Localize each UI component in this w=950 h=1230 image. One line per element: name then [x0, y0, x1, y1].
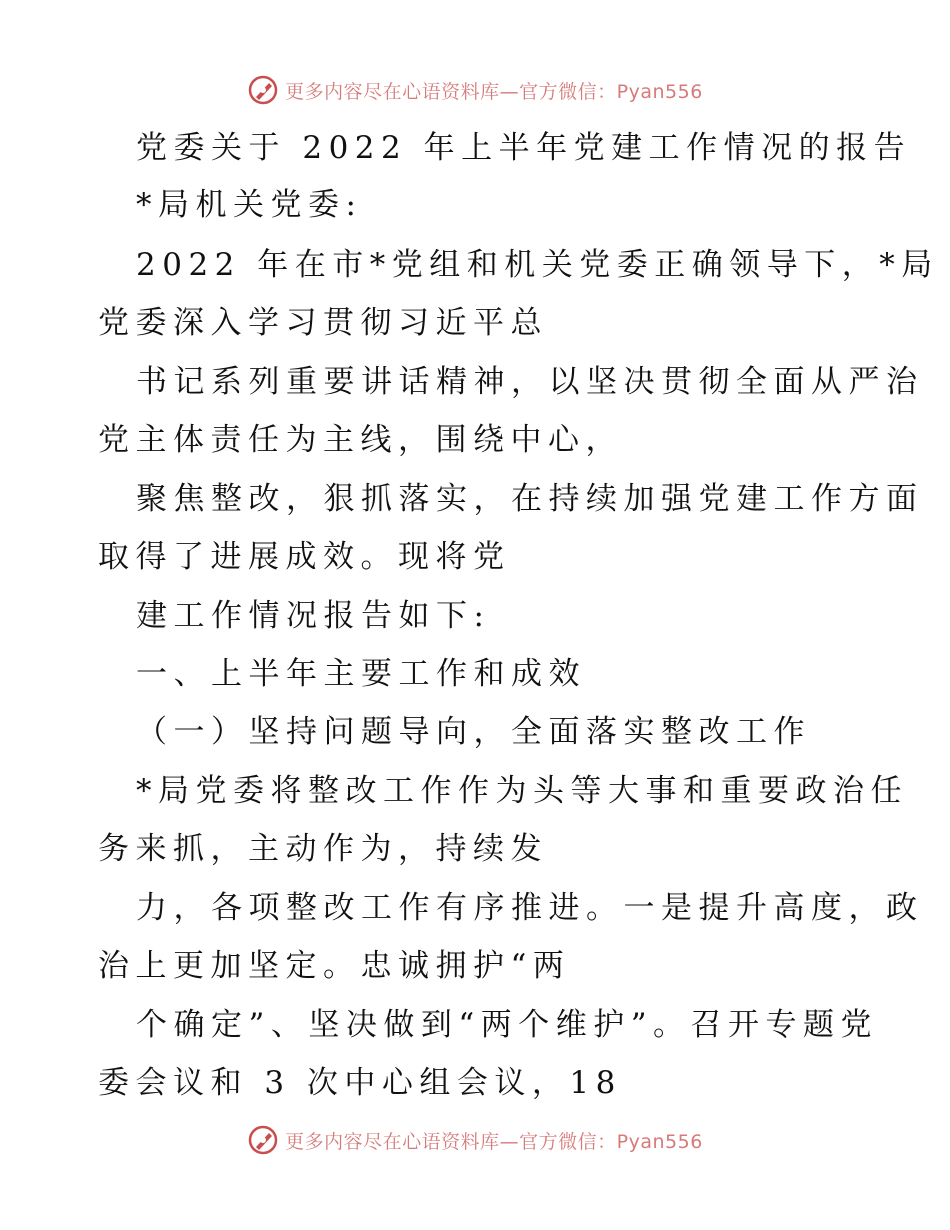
paragraph-line: 建工作情况报告如下: — [136, 598, 491, 634]
section-heading: 一、上半年主要工作和成效 — [136, 656, 586, 692]
watermark-text: 更多内容尽在心语资料库—官方微信：Pyan556 — [285, 80, 703, 103]
paragraph-line: 党主体责任为主线，围绕中心， — [98, 422, 623, 458]
paragraph-line: *局党委将整改工作作为头等大事和重要政治任 — [136, 773, 908, 809]
paragraph-line: 取得了进展成效。现将党 — [98, 539, 511, 575]
paragraph-line: 书记系列重要讲话精神，以坚决贯彻全面从严治 — [136, 364, 924, 400]
paragraph-line: 务来抓，主动作为，持续发 — [98, 831, 548, 867]
paragraph-line: 力，各项整改工作有序推进。一是提升高度，政 — [136, 890, 924, 926]
paragraph-line: 委会议和 3 次中心组会议，18 — [98, 1065, 622, 1101]
paragraph-line: 2022 年在市*党组和机关党委正确领导下，*局 — [136, 247, 939, 283]
pen-seal-icon — [247, 1124, 279, 1156]
paragraph-line: 个确定”、坚决做到“两个维护”。召开专题党 — [136, 1007, 879, 1043]
paragraph-line: 党委深入学习贯彻习近平总 — [98, 305, 548, 341]
paragraph-line: 聚焦整改，狠抓落实，在持续加强党建工作方面 — [136, 481, 924, 517]
pen-seal-icon — [247, 74, 279, 106]
watermark-text: 更多内容尽在心语资料库—官方微信：Pyan556 — [285, 1130, 703, 1153]
addressee: *局机关党委: — [136, 187, 363, 223]
paragraph-line: 治上更加坚定。忠诚拥护“两 — [98, 948, 571, 984]
header-watermark — [0, 72, 950, 108]
footer-watermark — [0, 1122, 950, 1158]
subsection-heading: （一）坚持问题导向，全面落实整改工作 — [136, 714, 811, 750]
document-title: 党委关于 2022 年上半年党建工作情况的报告 — [136, 130, 912, 166]
